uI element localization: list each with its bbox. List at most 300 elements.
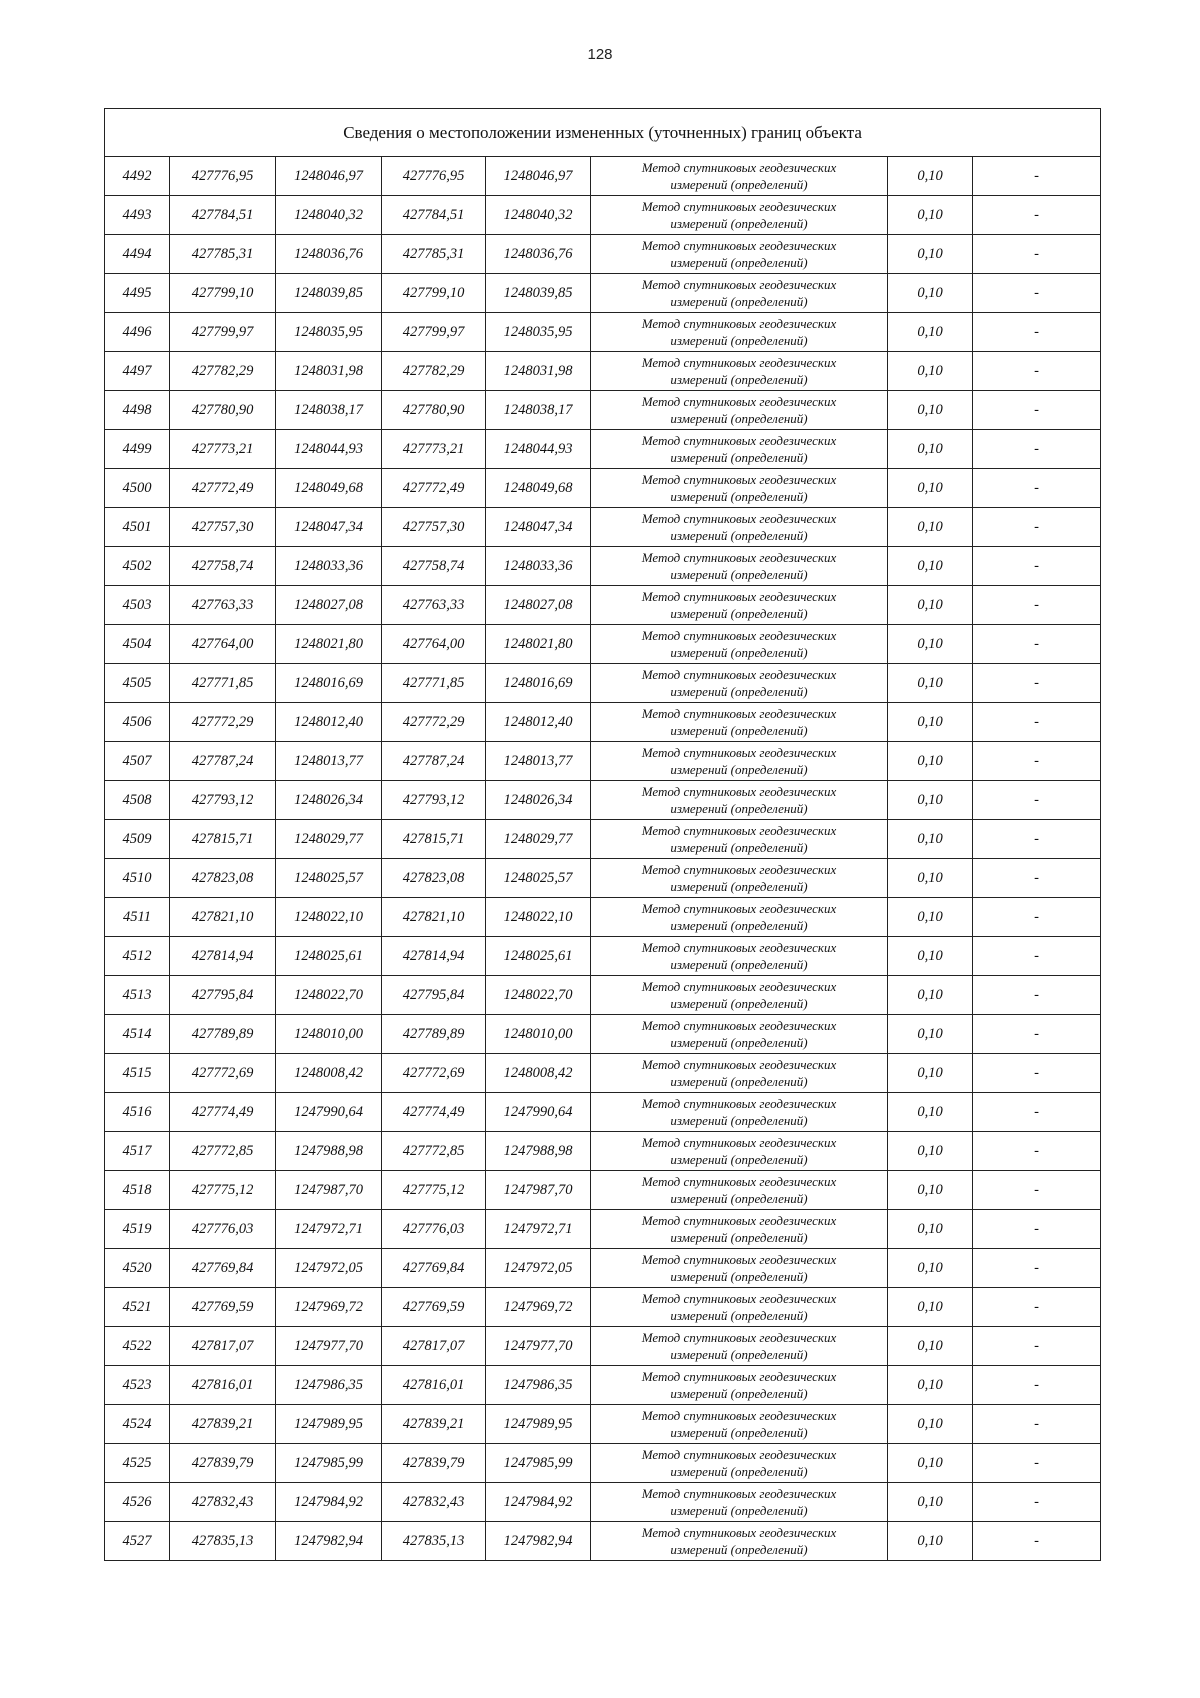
note-cell: -: [973, 937, 1101, 976]
point-number-cell: 4506: [105, 703, 170, 742]
method-cell: [591, 1288, 888, 1327]
note-cell: -: [973, 508, 1101, 547]
existing-y-cell: 1248022,70: [276, 976, 382, 1015]
new-x-cell: 427772,69: [382, 1054, 486, 1093]
existing-x-cell: 427799,10: [170, 274, 276, 313]
table-row: [105, 1444, 1101, 1483]
new-y-cell: 1248040,32: [486, 196, 591, 235]
table-row: [105, 508, 1101, 547]
method-text-line: Метод спутниковых геодезических: [641, 1369, 837, 1384]
method-cell: [591, 1132, 888, 1171]
new-y-cell: 1247986,35: [486, 1366, 591, 1405]
table-row: [105, 937, 1101, 976]
accuracy-cell: 0,10: [888, 586, 973, 625]
method-cell: [591, 1444, 888, 1483]
new-y-cell: 1248022,10: [486, 898, 591, 937]
table-row: [105, 859, 1101, 898]
accuracy-cell: 0,10: [888, 664, 973, 703]
existing-y-cell: 1248008,42: [276, 1054, 382, 1093]
method-cell: [591, 1093, 888, 1132]
method-cell: [591, 547, 888, 586]
existing-y-cell: 1247990,64: [276, 1093, 382, 1132]
existing-x-cell: 427787,24: [170, 742, 276, 781]
accuracy-cell: 0,10: [888, 976, 973, 1015]
table-row: [105, 1288, 1101, 1327]
existing-y-cell: 1248039,85: [276, 274, 382, 313]
existing-y-cell: 1248049,68: [276, 469, 382, 508]
method-text-line: измерений (определений): [670, 1308, 808, 1323]
accuracy-cell: 0,10: [888, 898, 973, 937]
method-text-line: Метод спутниковых геодезических: [641, 1447, 837, 1462]
new-y-cell: 1248046,97: [486, 157, 591, 196]
note-cell: -: [973, 1327, 1101, 1366]
method-text-line: измерений (определений): [670, 1503, 808, 1518]
method-text-line: Метод спутниковых геодезических: [641, 862, 837, 877]
existing-y-cell: 1248025,57: [276, 859, 382, 898]
new-y-cell: 1248044,93: [486, 430, 591, 469]
table-row: [105, 157, 1101, 196]
point-number-cell: 4527: [105, 1522, 170, 1561]
point-number-cell: 4523: [105, 1366, 170, 1405]
method-cell: [591, 703, 888, 742]
accuracy-cell: 0,10: [888, 1405, 973, 1444]
accuracy-cell: 0,10: [888, 1483, 973, 1522]
new-y-cell: 1247984,92: [486, 1483, 591, 1522]
new-y-cell: 1248021,80: [486, 625, 591, 664]
new-y-cell: 1248049,68: [486, 469, 591, 508]
new-y-cell: 1247982,94: [486, 1522, 591, 1561]
method-cell: [591, 859, 888, 898]
note-cell: -: [973, 1132, 1101, 1171]
new-x-cell: 427785,31: [382, 235, 486, 274]
existing-y-cell: 1248047,34: [276, 508, 382, 547]
existing-y-cell: 1247986,35: [276, 1366, 382, 1405]
method-cell: [591, 937, 888, 976]
note-cell: -: [973, 976, 1101, 1015]
existing-y-cell: 1247987,70: [276, 1171, 382, 1210]
method-text-line: измерений (определений): [670, 528, 808, 543]
accuracy-cell: 0,10: [888, 1132, 973, 1171]
note-cell: -: [973, 196, 1101, 235]
method-cell: [591, 1483, 888, 1522]
method-text-line: измерений (определений): [670, 1464, 808, 1479]
point-number-cell: 4524: [105, 1405, 170, 1444]
note-cell: -: [973, 547, 1101, 586]
method-text-line: Метод спутниковых геодезических: [641, 433, 837, 448]
existing-y-cell: 1247977,70: [276, 1327, 382, 1366]
method-text-line: измерений (определений): [670, 645, 808, 660]
existing-y-cell: 1248031,98: [276, 352, 382, 391]
method-cell: [591, 274, 888, 313]
point-number-cell: 4501: [105, 508, 170, 547]
new-y-cell: 1248029,77: [486, 820, 591, 859]
method-text-line: измерений (определений): [670, 333, 808, 348]
accuracy-cell: 0,10: [888, 1522, 973, 1561]
note-cell: -: [973, 157, 1101, 196]
method-text-line: Метод спутниковых геодезических: [641, 1408, 837, 1423]
existing-y-cell: 1247969,72: [276, 1288, 382, 1327]
accuracy-cell: 0,10: [888, 1171, 973, 1210]
new-y-cell: 1248025,61: [486, 937, 591, 976]
method-text-line: Метод спутниковых геодезических: [641, 160, 837, 175]
existing-x-cell: 427821,10: [170, 898, 276, 937]
existing-x-cell: 427764,00: [170, 625, 276, 664]
accuracy-cell: 0,10: [888, 1444, 973, 1483]
existing-y-cell: 1248035,95: [276, 313, 382, 352]
table-row: [105, 781, 1101, 820]
method-cell: [591, 1054, 888, 1093]
method-text-line: Метод спутниковых геодезических: [641, 355, 837, 370]
new-x-cell: 427772,85: [382, 1132, 486, 1171]
method-text-line: измерений (определений): [670, 918, 808, 933]
new-x-cell: 427821,10: [382, 898, 486, 937]
existing-y-cell: 1248012,40: [276, 703, 382, 742]
existing-x-cell: 427839,79: [170, 1444, 276, 1483]
point-number-cell: 4515: [105, 1054, 170, 1093]
accuracy-cell: 0,10: [888, 547, 973, 586]
table-row: [105, 352, 1101, 391]
existing-y-cell: 1248027,08: [276, 586, 382, 625]
point-number-cell: 4502: [105, 547, 170, 586]
table-row: [105, 1327, 1101, 1366]
point-number-cell: 4512: [105, 937, 170, 976]
table-row: [105, 196, 1101, 235]
table-row: [105, 430, 1101, 469]
method-text-line: Метод спутниковых геодезических: [641, 1330, 837, 1345]
point-number-cell: 4497: [105, 352, 170, 391]
point-number-cell: 4516: [105, 1093, 170, 1132]
existing-x-cell: 427814,94: [170, 937, 276, 976]
existing-y-cell: 1248010,00: [276, 1015, 382, 1054]
point-number-cell: 4513: [105, 976, 170, 1015]
new-x-cell: 427776,03: [382, 1210, 486, 1249]
table-title-row: [105, 109, 1101, 157]
method-cell: [591, 1249, 888, 1288]
table-row: [105, 391, 1101, 430]
new-x-cell: 427782,29: [382, 352, 486, 391]
table-row: [105, 586, 1101, 625]
method-text-line: измерений (определений): [670, 177, 808, 192]
new-x-cell: 427784,51: [382, 196, 486, 235]
method-text-line: Метод спутниковых геодезических: [641, 979, 837, 994]
note-cell: -: [973, 1522, 1101, 1561]
existing-x-cell: 427832,43: [170, 1483, 276, 1522]
accuracy-cell: 0,10: [888, 235, 973, 274]
method-cell: [591, 1327, 888, 1366]
point-number-cell: 4505: [105, 664, 170, 703]
existing-x-cell: 427785,31: [170, 235, 276, 274]
new-x-cell: 427758,74: [382, 547, 486, 586]
method-text-line: Метод спутниковых геодезических: [641, 628, 837, 643]
accuracy-cell: 0,10: [888, 1054, 973, 1093]
accuracy-cell: 0,10: [888, 430, 973, 469]
accuracy-cell: 0,10: [888, 508, 973, 547]
point-number-cell: 4518: [105, 1171, 170, 1210]
new-x-cell: 427817,07: [382, 1327, 486, 1366]
accuracy-cell: 0,10: [888, 937, 973, 976]
method-text-line: измерений (определений): [670, 1269, 808, 1284]
new-x-cell: 427789,89: [382, 1015, 486, 1054]
existing-x-cell: 427780,90: [170, 391, 276, 430]
new-x-cell: 427815,71: [382, 820, 486, 859]
note-cell: -: [973, 1093, 1101, 1132]
method-text-line: измерений (определений): [670, 294, 808, 309]
method-text-line: Метод спутниковых геодезических: [641, 472, 837, 487]
method-text-line: измерений (определений): [670, 372, 808, 387]
point-number-cell: 4504: [105, 625, 170, 664]
method-cell: [591, 898, 888, 937]
method-text-line: Метод спутниковых геодезических: [641, 1135, 837, 1150]
method-text-line: измерений (определений): [670, 1386, 808, 1401]
existing-y-cell: 1248038,17: [276, 391, 382, 430]
note-cell: -: [973, 1171, 1101, 1210]
note-cell: -: [973, 586, 1101, 625]
method-text-line: Метод спутниковых геодезических: [641, 823, 837, 838]
existing-y-cell: 1247985,99: [276, 1444, 382, 1483]
method-cell: [591, 235, 888, 274]
method-cell: [591, 352, 888, 391]
note-cell: -: [973, 352, 1101, 391]
method-text-line: измерений (определений): [670, 957, 808, 972]
existing-x-cell: 427795,84: [170, 976, 276, 1015]
note-cell: -: [973, 1210, 1101, 1249]
method-text-line: измерений (определений): [670, 216, 808, 231]
table-row: [105, 664, 1101, 703]
existing-y-cell: 1248033,36: [276, 547, 382, 586]
new-y-cell: 1248047,34: [486, 508, 591, 547]
point-number-cell: 4500: [105, 469, 170, 508]
table-row: [105, 1483, 1101, 1522]
existing-x-cell: 427815,71: [170, 820, 276, 859]
note-cell: -: [973, 469, 1101, 508]
method-text-line: Метод спутниковых геодезических: [641, 1291, 837, 1306]
existing-y-cell: 1248025,61: [276, 937, 382, 976]
method-text-line: измерений (определений): [670, 801, 808, 816]
accuracy-cell: 0,10: [888, 859, 973, 898]
existing-x-cell: 427784,51: [170, 196, 276, 235]
method-cell: [591, 1210, 888, 1249]
accuracy-cell: 0,10: [888, 313, 973, 352]
new-y-cell: 1248038,17: [486, 391, 591, 430]
new-y-cell: 1247977,70: [486, 1327, 591, 1366]
method-cell: [591, 469, 888, 508]
existing-x-cell: 427817,07: [170, 1327, 276, 1366]
method-cell: [591, 742, 888, 781]
method-cell: [591, 1405, 888, 1444]
method-text-line: измерений (определений): [670, 450, 808, 465]
method-cell: [591, 976, 888, 1015]
new-y-cell: 1247989,95: [486, 1405, 591, 1444]
note-cell: -: [973, 742, 1101, 781]
new-y-cell: 1248036,76: [486, 235, 591, 274]
existing-y-cell: 1248040,32: [276, 196, 382, 235]
method-text-line: Метод спутниковых геодезических: [641, 238, 837, 253]
new-y-cell: 1247985,99: [486, 1444, 591, 1483]
method-cell: [591, 781, 888, 820]
accuracy-cell: 0,10: [888, 157, 973, 196]
existing-x-cell: 427799,97: [170, 313, 276, 352]
page-number: 128: [587, 46, 613, 63]
method-text-line: измерений (определений): [670, 1152, 808, 1167]
table-row: [105, 625, 1101, 664]
point-number-cell: 4522: [105, 1327, 170, 1366]
note-cell: -: [973, 1366, 1101, 1405]
point-number-cell: 4509: [105, 820, 170, 859]
table-row: [105, 820, 1101, 859]
new-y-cell: 1248039,85: [486, 274, 591, 313]
new-x-cell: 427772,49: [382, 469, 486, 508]
existing-x-cell: 427769,84: [170, 1249, 276, 1288]
method-text-line: Метод спутниковых геодезических: [641, 550, 837, 565]
new-y-cell: 1247987,70: [486, 1171, 591, 1210]
existing-x-cell: 427772,29: [170, 703, 276, 742]
method-text-line: Метод спутниковых геодезических: [641, 199, 837, 214]
note-cell: -: [973, 391, 1101, 430]
existing-y-cell: 1247984,92: [276, 1483, 382, 1522]
table-row: [105, 1522, 1101, 1561]
existing-x-cell: 427763,33: [170, 586, 276, 625]
existing-x-cell: 427835,13: [170, 1522, 276, 1561]
point-number-cell: 4496: [105, 313, 170, 352]
existing-y-cell: 1248016,69: [276, 664, 382, 703]
method-text-line: измерений (определений): [670, 411, 808, 426]
method-text-line: измерений (определений): [670, 606, 808, 621]
new-x-cell: 427793,12: [382, 781, 486, 820]
table-row: [105, 703, 1101, 742]
note-cell: -: [973, 1054, 1101, 1093]
new-x-cell: 427757,30: [382, 508, 486, 547]
note-cell: -: [973, 1444, 1101, 1483]
method-text-line: Метод спутниковых геодезических: [641, 589, 837, 604]
new-x-cell: 427771,85: [382, 664, 486, 703]
new-x-cell: 427814,94: [382, 937, 486, 976]
table-row: [105, 313, 1101, 352]
method-text-line: измерений (определений): [670, 1230, 808, 1245]
note-cell: -: [973, 274, 1101, 313]
table-row: [105, 1015, 1101, 1054]
existing-x-cell: 427773,21: [170, 430, 276, 469]
method-cell: [591, 313, 888, 352]
accuracy-cell: 0,10: [888, 781, 973, 820]
method-text-line: Метод спутниковых геодезических: [641, 277, 837, 292]
accuracy-cell: 0,10: [888, 1249, 973, 1288]
accuracy-cell: 0,10: [888, 196, 973, 235]
accuracy-cell: 0,10: [888, 391, 973, 430]
table-row: [105, 1171, 1101, 1210]
new-x-cell: 427839,21: [382, 1405, 486, 1444]
new-y-cell: 1247990,64: [486, 1093, 591, 1132]
method-text-line: измерений (определений): [670, 489, 808, 504]
new-x-cell: 427774,49: [382, 1093, 486, 1132]
existing-y-cell: 1247988,98: [276, 1132, 382, 1171]
table-row: [105, 1210, 1101, 1249]
method-text-line: измерений (определений): [670, 1425, 808, 1440]
method-text-line: Метод спутниковых геодезических: [641, 1057, 837, 1072]
table-row: [105, 898, 1101, 937]
method-cell: [591, 157, 888, 196]
table-row: [105, 1054, 1101, 1093]
new-y-cell: 1248008,42: [486, 1054, 591, 1093]
point-number-cell: 4517: [105, 1132, 170, 1171]
method-cell: [591, 1522, 888, 1561]
table-row: [105, 976, 1101, 1015]
point-number-cell: 4521: [105, 1288, 170, 1327]
accuracy-cell: 0,10: [888, 274, 973, 313]
existing-x-cell: 427782,29: [170, 352, 276, 391]
existing-x-cell: 427758,74: [170, 547, 276, 586]
existing-y-cell: 1248013,77: [276, 742, 382, 781]
method-text-line: измерений (определений): [670, 762, 808, 777]
accuracy-cell: 0,10: [888, 1366, 973, 1405]
method-cell: [591, 391, 888, 430]
method-text-line: измерений (определений): [670, 255, 808, 270]
method-cell: [591, 430, 888, 469]
new-y-cell: 1248027,08: [486, 586, 591, 625]
method-text-line: измерений (определений): [670, 996, 808, 1011]
new-x-cell: 427832,43: [382, 1483, 486, 1522]
note-cell: -: [973, 1015, 1101, 1054]
existing-x-cell: 427793,12: [170, 781, 276, 820]
method-text-line: измерений (определений): [670, 1191, 808, 1206]
new-x-cell: 427839,79: [382, 1444, 486, 1483]
method-cell: [591, 196, 888, 235]
point-number-cell: 4494: [105, 235, 170, 274]
method-text-line: Метод спутниковых геодезических: [641, 667, 837, 682]
note-cell: -: [973, 859, 1101, 898]
method-text-line: измерений (определений): [670, 1347, 808, 1362]
note-cell: -: [973, 1483, 1101, 1522]
point-number-cell: 4520: [105, 1249, 170, 1288]
existing-y-cell: 1248044,93: [276, 430, 382, 469]
method-text-line: Метод спутниковых геодезических: [641, 901, 837, 916]
existing-x-cell: 427816,01: [170, 1366, 276, 1405]
point-number-cell: 4507: [105, 742, 170, 781]
existing-y-cell: 1247982,94: [276, 1522, 382, 1561]
existing-y-cell: 1248022,10: [276, 898, 382, 937]
new-x-cell: 427816,01: [382, 1366, 486, 1405]
method-text-line: измерений (определений): [670, 840, 808, 855]
method-cell: [591, 1015, 888, 1054]
existing-x-cell: 427772,85: [170, 1132, 276, 1171]
method-text-line: измерений (определений): [670, 1542, 808, 1557]
note-cell: -: [973, 781, 1101, 820]
method-text-line: Метод спутниковых геодезических: [641, 1096, 837, 1111]
new-y-cell: 1247988,98: [486, 1132, 591, 1171]
existing-x-cell: 427839,21: [170, 1405, 276, 1444]
new-x-cell: 427764,00: [382, 625, 486, 664]
method-text-line: Метод спутниковых геодезических: [641, 1525, 837, 1540]
note-cell: -: [973, 1249, 1101, 1288]
accuracy-cell: 0,10: [888, 1288, 973, 1327]
point-number-cell: 4519: [105, 1210, 170, 1249]
method-text-line: Метод спутниковых геодезических: [641, 706, 837, 721]
note-cell: -: [973, 820, 1101, 859]
point-number-cell: 4498: [105, 391, 170, 430]
point-number-cell: 4492: [105, 157, 170, 196]
existing-x-cell: 427776,95: [170, 157, 276, 196]
note-cell: -: [973, 1288, 1101, 1327]
table-row: [105, 742, 1101, 781]
accuracy-cell: 0,10: [888, 1093, 973, 1132]
note-cell: -: [973, 235, 1101, 274]
point-number-cell: 4495: [105, 274, 170, 313]
new-y-cell: 1248022,70: [486, 976, 591, 1015]
method-cell: [591, 1366, 888, 1405]
new-x-cell: 427795,84: [382, 976, 486, 1015]
method-text-line: измерений (определений): [670, 1113, 808, 1128]
note-cell: -: [973, 430, 1101, 469]
table-row: [105, 1132, 1101, 1171]
